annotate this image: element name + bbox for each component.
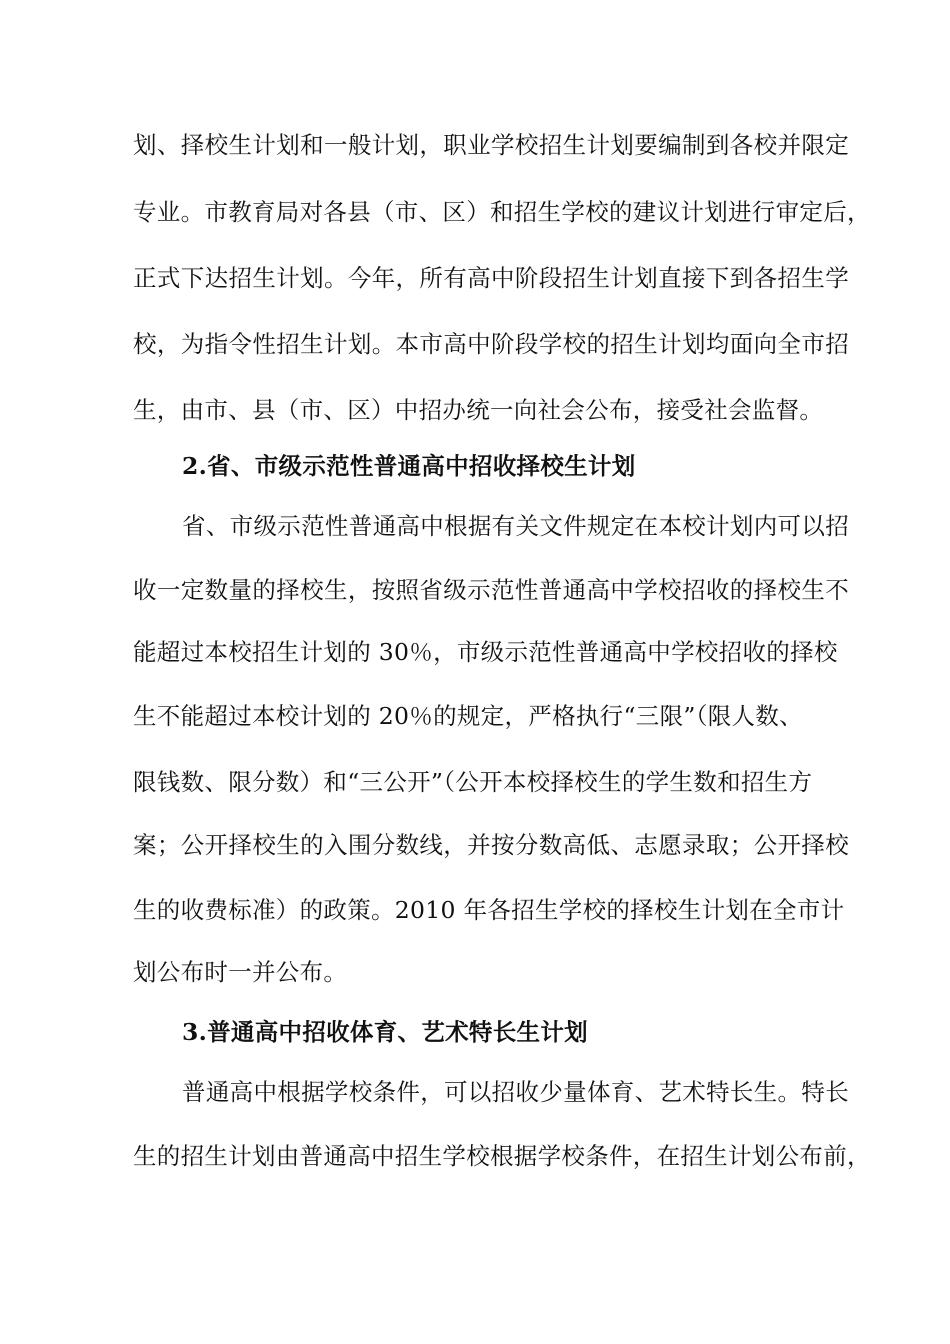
body-text-line: 专业。市教育局对各县（市、区）和招生学校的建议计划进行审定后， [133, 198, 871, 226]
body-text-line: 生不能超过本校计划的 20％的规定，严格执行“三限”（限人数、 [133, 702, 803, 730]
body-text-line: 能超过本校招生计划的 30％，市级示范性普通高中学校招收的择校 [133, 638, 838, 666]
body-text-line: 生的收费标准）的政策。2010 年各招生学校的择校生计划在全市计 [133, 896, 845, 924]
body-text-line: 正式下达招生计划。今年，所有高中阶段招生计划直接下到各招生学 [133, 264, 849, 292]
body-text-line: 校，为指令性招生计划。本市高中阶段学校的招生计划均面向全市招 [133, 330, 849, 358]
section-heading: 3.普通高中招收体育、艺术特长生计划 [182, 1018, 588, 1046]
section-heading: 2.省、市级示范性普通高中招收择校生计划 [182, 452, 636, 480]
body-text-line: 普通高中根据学校条件，可以招收少量体育、艺术特长生。特长 [182, 1078, 849, 1106]
body-text-line: 生的招生计划由普通高中招生学校根据学校条件，在招生计划公布前， [133, 1142, 871, 1170]
body-text-line: 案；公开择校生的入围分数线，并按分数高低、志愿录取；公开择校 [133, 831, 849, 859]
body-text-line: 限钱数、限分数）和“三公开”（公开本校择校生的学生数和招生方 [133, 768, 813, 796]
body-text-line: 划、择校生计划和一般计划，职业学校招生计划要编制到各校并限定 [133, 131, 849, 159]
body-text-line: 省、市级示范性普通高中根据有关文件规定在本校计划内可以招 [182, 512, 849, 540]
body-text-line: 生，由市、县（市、区）中招办统一向社会公布，接受社会监督。 [133, 396, 824, 424]
body-text-line: 收一定数量的择校生，按照省级示范性普通高中学校招收的择校生不 [133, 576, 849, 604]
body-text-line: 划公布时一并公布。 [133, 958, 348, 986]
